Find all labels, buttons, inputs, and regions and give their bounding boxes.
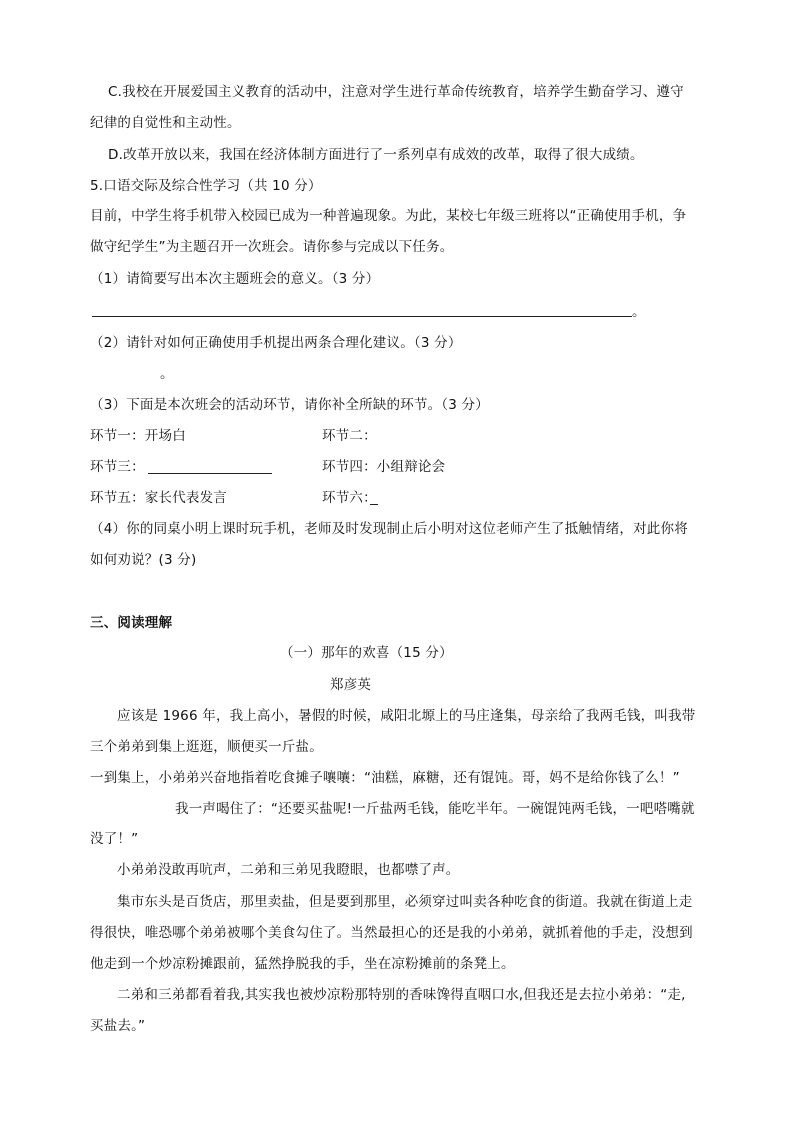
step-5: 环节五：家长代表发言 — [90, 490, 227, 506]
passage-title: （一）那年的欢喜（15 分） — [280, 645, 453, 661]
task-3: （3）下面是本次班会的活动环节，请你补全所缺的环节。（3 分） — [90, 397, 489, 413]
task-2: （2）请针对如何正确使用手机提出两条合理化建议。（3 分） — [90, 335, 462, 351]
paragraph-2: 一到集上，小弟弟兴奋地指着吃食摊子嚷嚷：“油糕，麻糖，还有馄饨。哥，妈不是给你钱了么！” — [90, 770, 680, 786]
step-6-blank[interactable] — [370, 504, 378, 505]
task-4-line2: 如何劝说？(3 分) — [90, 552, 197, 568]
passage-author: 郑彦英 — [330, 677, 372, 693]
section-3-heading: 三、阅读理解 — [90, 615, 173, 631]
task-4-line1: （4）你的同桌小明上课时玩手机，老师及时发现制止后小明对这位老师产生了抵触情绪，对此你将 — [90, 521, 688, 537]
question-5-title: 5.口语交际及综合性学习（共 10 分） — [90, 178, 322, 194]
paragraph-1-line2: 三个弟弟到集上逛逛，顺便买一斤盐。 — [90, 739, 323, 755]
question-5-intro-line1: 目前，中学生将手机带入校园已成为一种普遍现象。为此，某校七年级三班将以“正确使用手机，争 — [90, 208, 687, 224]
paragraph-4: 小弟弟没敢再吭声，二弟和三弟见我瞪眼，也都噤了声。 — [117, 862, 460, 878]
paragraph-3-line2: 没了！” — [90, 831, 139, 847]
paragraph-5-line3: 他走到一个炒凉粉摊跟前，猛然挣脱我的手，坐在凉粉摊前的条凳上。 — [90, 956, 515, 972]
paragraph-1-line1: 应该是 1966 年，我上高小，暑假的时候，咸阳北塬上的马庄逢集，母亲给了我两毛钱，叫我带 — [117, 708, 696, 724]
option-d: D.改革开放以来，我国在经济体制方面进行了一系列卓有成效的改革，取得了很大成绩。 — [108, 147, 644, 163]
answer-line-1[interactable] — [92, 316, 632, 317]
step-3: 环节三： — [90, 459, 145, 475]
step-3-blank[interactable] — [148, 473, 272, 474]
task-1: （1）请简要写出本次主题班会的意义。（3 分） — [90, 271, 380, 287]
paragraph-5-line1: 集市东头是百货店，那里卖盐，但是要到那里，必须穿过叫卖各种吃食的街道。我就在街道上走 — [117, 894, 693, 910]
step-1: 环节一：开场白 — [90, 428, 186, 444]
step-2: 环节二： — [322, 428, 377, 444]
question-5-intro-line2: 做守纪学生”为主题召开一次班会。请你参与完成以下任务。 — [90, 239, 454, 255]
option-c-line1: C.我校在开展爱国主义教育的活动中，注意对学生进行革命传统教育，培养学生勤奋学习、遵守 — [108, 84, 684, 100]
step-6: 环节六： — [322, 490, 377, 506]
option-c-line2: 纪律的自觉性和主动性。 — [90, 115, 241, 131]
paragraph-6-line1: 二弟和三弟都看着我,其实我也被炒凉粉那特别的香味馋得直咽口水,但我还是去拉小弟弟：“走, — [117, 987, 686, 1003]
answer-line-1-end: 。 — [632, 304, 646, 320]
paragraph-3-line1: 我一声喝住了：“还要买盐呢!一斤盐两毛钱，能吃半年。一碗馄饨两毛钱，一吧嗒嘴就 — [175, 801, 695, 817]
paragraph-5-line2: 得很快，唯恐哪个弟弟被哪个美食勾住了。当然最担心的还是我的小弟弟，就抓着他的手走，没想到 — [90, 925, 693, 941]
answer-line-2-end: 。 — [160, 366, 174, 382]
step-4: 环节四：小组辩论会 — [322, 459, 446, 475]
paragraph-6-line2: 买盐去。” — [90, 1018, 146, 1034]
